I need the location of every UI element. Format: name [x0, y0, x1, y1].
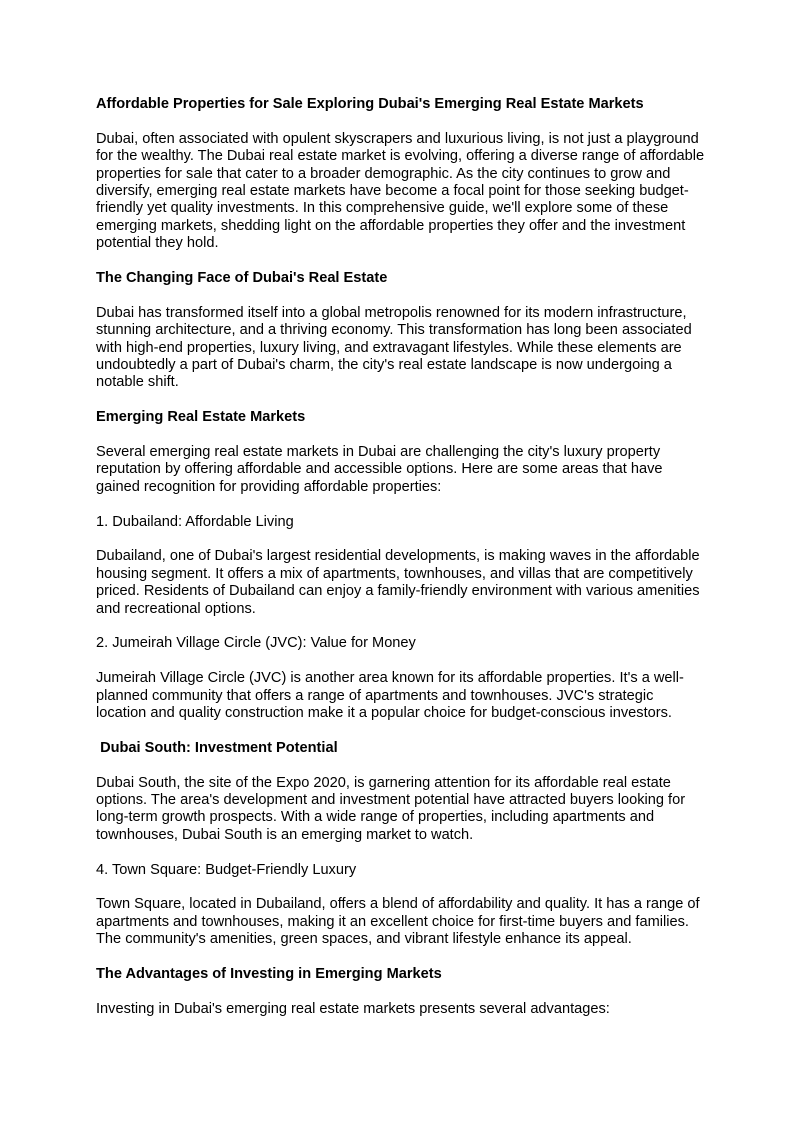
intro-paragraph: Dubai, often associated with opulent skyscrapers and luxurious living, is not just a playground for the wealthy. The Dubai real estate market is evolving, offering a diverse range of affordable properties for sale that cater to a broader demographic. As the city continues to grow and diversify, emerging real estate markets have become a focal point for those seeking budget-friendly yet quality investments. In this comprehensive guide, we'll explore some of these emerging markets, shedding light on the affordable properties they offer and the investment potential they hold.	[96, 130, 705, 252]
item-heading-dubai-south: Dubai South: Investment Potential	[100, 739, 338, 756]
section-body-changing-face: Dubai has transformed itself into a global metropolis renowned for its modern infrastructure, stunning architecture, and a thriving economy. This transformation has long been associated with high-end properties, luxury living, and extravagant lifestyles. While these elements are undoubtedly a part of Dubai's charm, the city's real estate landscape is now undergoing a notable shift.	[96, 304, 692, 391]
item-heading-town-square: 4. Town Square: Budget-Friendly Luxury	[96, 861, 357, 878]
document-title: Affordable Properties for Sale Exploring Dubai's Emerging Real Estate Markets	[96, 96, 644, 112]
item-heading-dubailand: 1. Dubailand: Affordable Living	[96, 513, 294, 530]
item-body-town-square: Town Square, located in Dubailand, offers a blend of affordability and quality. It has a range of apartments and townhouses, making it an excellent choice for first-time buyers and families. The community's amenities, green spaces, and vibrant lifestyle enhance its appeal.	[96, 896, 700, 948]
section-heading-emerging: Emerging Real Estate Markets	[96, 409, 306, 426]
item-body-jvc: Jumeirah Village Circle (JVC) is another area known for its affordable properties. It's a well-planned community that offers a range of apartments and townhouses. JVC's strategic location and quality construction make it a popular choice for budget-conscious investors.	[96, 670, 684, 722]
item-body-dubailand: Dubailand, one of Dubai's largest residential developments, is making waves in the affordable housing segment. It offers a mix of apartments, townhouses, and villas that are competitively priced. Residents of Dubailand can enjoy a family-friendly environment with various amenities and recreational options.	[96, 548, 700, 617]
document-page	[96, 96, 706, 1036]
item-body-dubai-south: Dubai South, the site of the Expo 2020, is garnering attention for its affordable real estate options. The area's development and investment potential have attracted buyers looking for long-term growth prospects. With a wide range of properties, including apartments and townhouses, Dubai South is an emerging market to watch.	[96, 774, 686, 843]
section-heading-advantages: The Advantages of Investing in Emerging Markets	[96, 966, 442, 983]
section-body-advantages: Investing in Dubai's emerging real estate markets presents several advantages:	[96, 1000, 610, 1017]
section-heading-changing-face: The Changing Face of Dubai's Real Estate	[96, 270, 388, 287]
item-heading-dubai-south-wrapper	[96, 740, 706, 757]
section-body-emerging: Several emerging real estate markets in Dubai are challenging the city's luxury property reputation by offering affordable and accessible options. Here are some areas that have gained recognition for providing affordable properties:	[96, 444, 663, 495]
item-heading-jvc: 2. Jumeirah Village Circle (JVC): Value for Money	[96, 635, 416, 652]
